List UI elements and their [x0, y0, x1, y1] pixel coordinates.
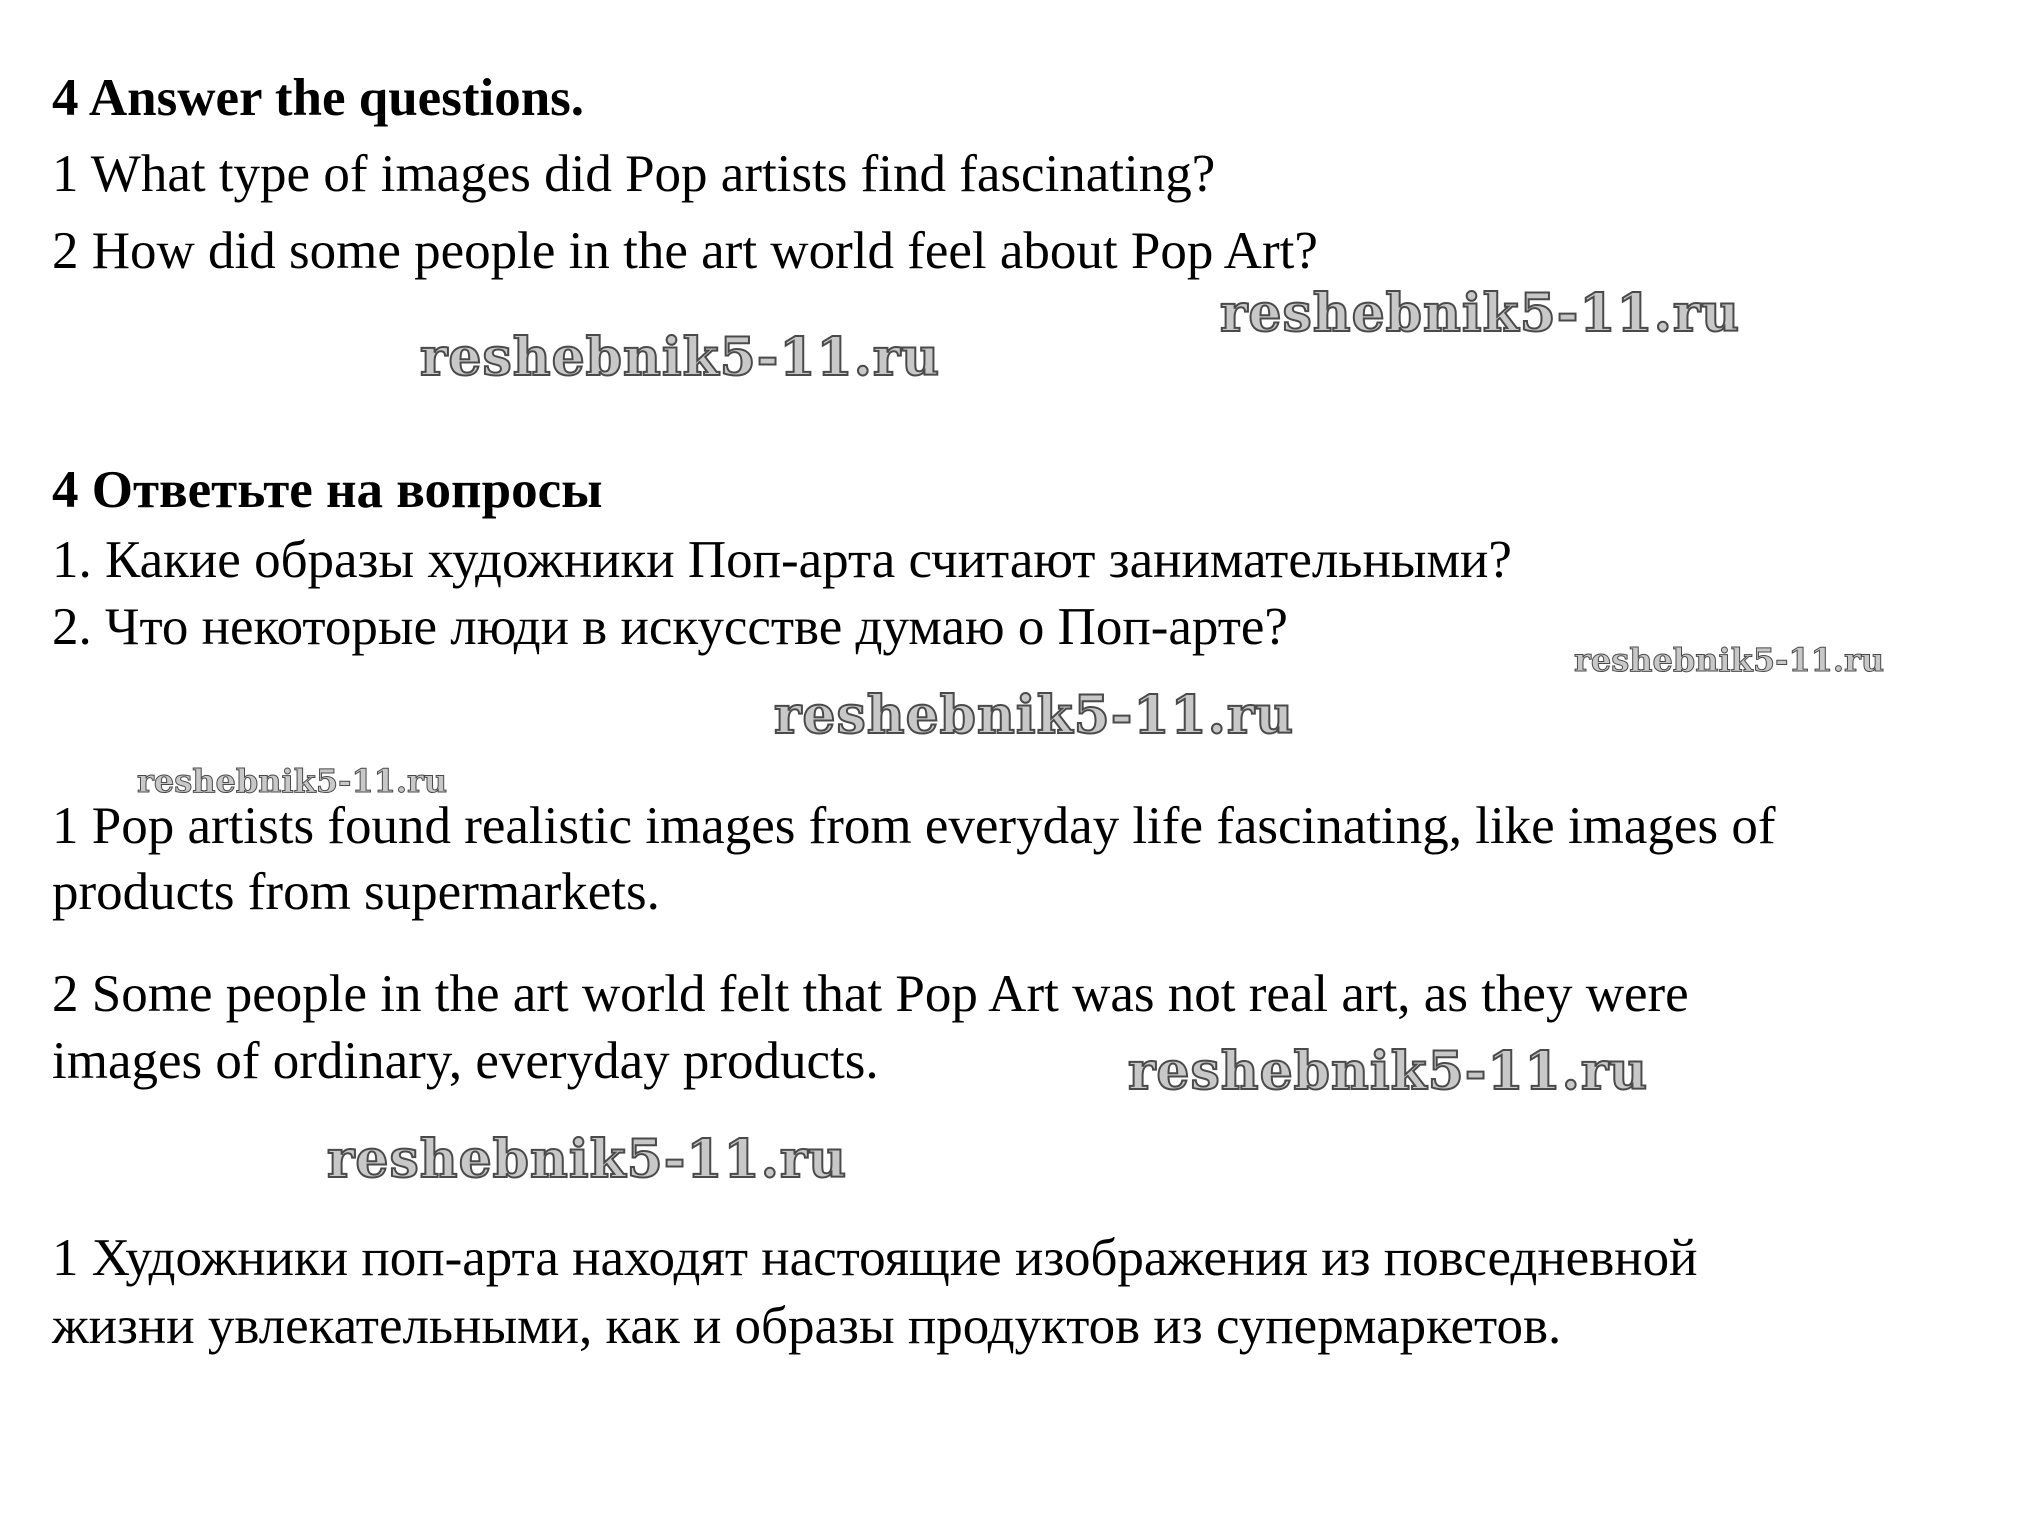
watermark: reshebnik5-11.ru: [1128, 1041, 1649, 1102]
watermark: reshebnik5-11.ru: [1220, 283, 1741, 344]
question-1-en: 1 What type of images did Pop artists find fascinating?: [52, 145, 1216, 203]
question-1-ru: 1. Какие образы художники Поп-арта считают занимательными?: [52, 531, 1512, 589]
answer-1-en-line-1: 1 Pop artists found realistic images from everyday life fascinating, like images of: [52, 797, 1776, 855]
watermark: reshebnik5-11.ru: [137, 762, 448, 800]
task-heading-en: 4 Answer the questions.: [52, 69, 585, 127]
question-2-en: 2 How did some people in the art world feel about Pop Art?: [52, 222, 1318, 280]
question-2-ru: 2. Что некоторые люди в искусстве думаю о Поп-арте?: [52, 598, 1288, 656]
watermark: reshebnik5-11.ru: [1574, 641, 1885, 679]
answer-1-ru-line-2: жизни увлекательными, как и образы продуктов из супермаркетов.: [52, 1297, 1562, 1355]
watermark: reshebnik5-11.ru: [420, 327, 941, 388]
answer-2-en-line-1: 2 Some people in the art world felt that Pop Art was not real art, as they were: [52, 965, 1689, 1023]
answer-1-ru-line-1: 1 Художники поп-арта находят настоящие изображения из повседневной: [52, 1229, 1698, 1287]
watermark: reshebnik5-11.ru: [327, 1129, 848, 1190]
answer-1-en-line-2: products from supermarkets.: [52, 863, 660, 921]
task-heading-ru: 4 Ответьте на вопросы: [52, 461, 603, 519]
answer-2-en-line-2: images of ordinary, everyday products.: [52, 1032, 879, 1090]
watermark: reshebnik5-11.ru: [774, 685, 1295, 746]
